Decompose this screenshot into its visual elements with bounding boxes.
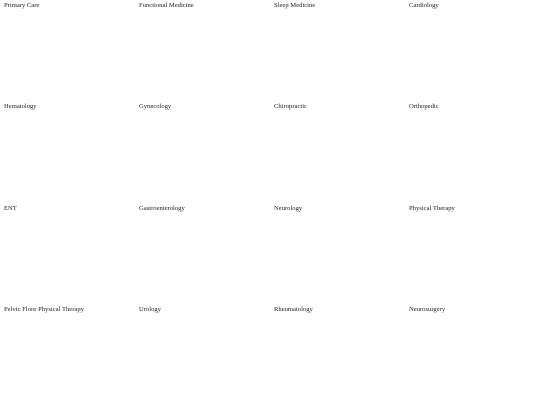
specialty-label: Pelvic Floor Physical Therapy <box>4 305 84 313</box>
specialty-label: Functional Medicine <box>139 2 194 9</box>
specialty-tile-neurology[interactable] <box>270 203 405 304</box>
specialty-label: Sleep Medicine <box>274 2 316 9</box>
specialty-tile-functional-medicine[interactable] <box>135 0 270 101</box>
specialty-label: Urology <box>139 305 161 313</box>
specialty-label: Hematology <box>4 103 37 111</box>
specialty-label: Neurosurgery <box>409 305 446 313</box>
specialty-label: Physical Therapy <box>409 204 455 212</box>
specialty-tile-cardiology[interactable] <box>405 0 540 101</box>
specialty-label: Gynecology <box>139 103 172 111</box>
specialty-tile-physical-therapy[interactable] <box>405 203 540 304</box>
specialty-tile-urology[interactable] <box>135 304 270 405</box>
specialty-tile-gastroenterology[interactable] <box>135 203 270 304</box>
specialty-label: Neurology <box>274 204 303 212</box>
specialty-label: Cardiology <box>409 2 439 9</box>
specialty-tile-neurosurgery[interactable] <box>405 304 540 405</box>
specialty-tile-hematology[interactable] <box>0 101 135 202</box>
specialty-label: Chiropractic <box>274 103 307 111</box>
specialty-label: ENT <box>4 204 17 212</box>
specialty-tile-ent[interactable] <box>0 203 135 304</box>
specialty-label: Orthopedic <box>409 103 439 111</box>
specialty-label: Gastroenterology <box>139 204 185 212</box>
specialty-tile-chiropractic[interactable] <box>270 101 405 202</box>
specialty-tile-gynecology[interactable] <box>135 101 270 202</box>
specialty-tile-orthopedic[interactable] <box>405 101 540 202</box>
specialty-tile-pelvic-floor-physical-therapy[interactable] <box>0 304 135 405</box>
specialty-label: Rheumatology <box>274 305 313 313</box>
specialty-tile-sleep-medicine[interactable] <box>270 0 405 101</box>
specialty-label: Primary Care <box>4 2 40 9</box>
specialty-tile-rheumatology[interactable] <box>270 304 405 405</box>
specialty-tile-primary-care[interactable] <box>0 0 135 101</box>
